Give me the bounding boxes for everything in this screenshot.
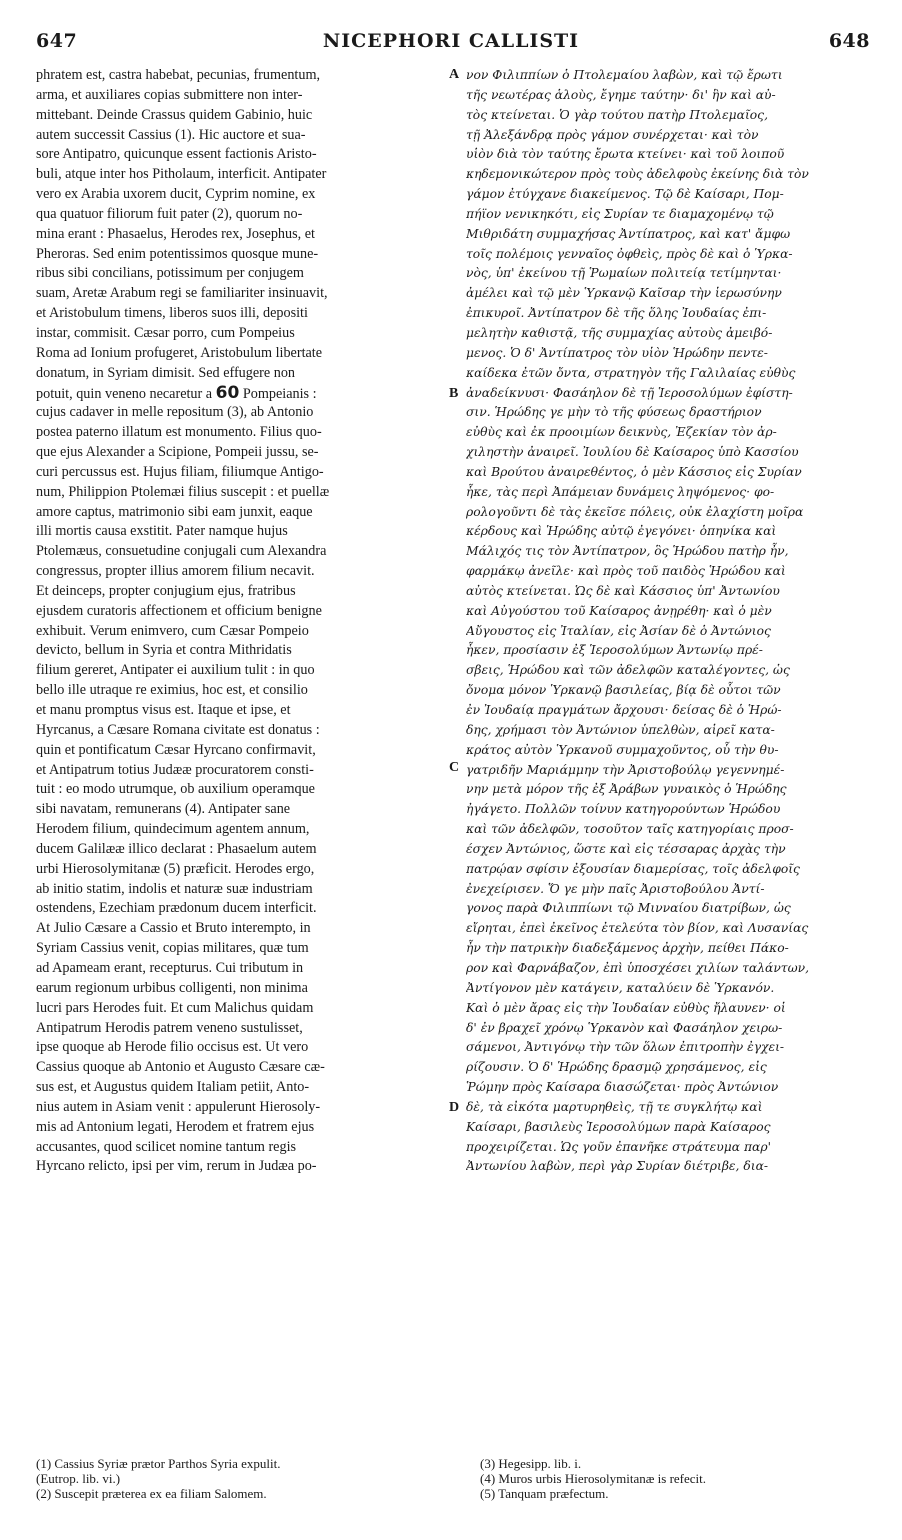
latin-line: postea paterno illatum est monumento. Filius quo-	[36, 424, 322, 441]
latin-line: lucri pars Herodes fuit. Et cum Malichus quidam	[36, 999, 314, 1016]
greek-line: Ἀντίγονον μὲν κατάγειν, καταλύειν δὲ Ὑρκανόν.	[466, 980, 775, 995]
footnotes-right	[480, 1456, 880, 1501]
greek-line: φαρμάκῳ ἀνεῖλε· καὶ πρὸς τοῦ παιδὸς Ἡρώδου καὶ	[466, 564, 786, 579]
greek-line: κηδεμονικώτερον πρὸς τοὺς ἀδελφοὺς ἐκείνης διὰ τὸν	[466, 167, 809, 182]
latin-line: mina erant : Phasaelus, Herodes rex, Josephus, et	[36, 225, 315, 242]
latin-line: filium gereret, Antipater ei auxilium tulit : in quo	[36, 662, 315, 679]
latin-line: et Aristobulum timens, liberos suos illi, depositi	[36, 305, 308, 322]
greek-line: σιν. Ἡρώδης γε μὴν τὸ τῆς φύσεως δραστήριον	[466, 405, 762, 420]
greek-line: πήϊον νενικηκότι, εἰς Συρίαν τε διαμαχομένῳ τῷ	[466, 206, 774, 221]
latin-line: buli, atque inter hos Pitholaum, interficit. Antipater	[36, 166, 327, 183]
latin-line: sore Antipatro, quicunque essent factionis Aristo-	[36, 146, 317, 163]
greek-line: ἧκεν, προσίασιν ἐξ Ἱεροσολύμων Ἀντωνίῳ πρέ-	[466, 643, 763, 658]
latin-line: ad Apameam erant, recepturus. Cui tributum in	[36, 959, 304, 976]
column-number: 60	[215, 383, 240, 403]
latin-line: mis ad Antonium legati, Herodem et fratrem ejus	[36, 1118, 315, 1135]
greek-line: ἦν τὴν πατρικὴν διαδεξάμενος ἀρχὴν, πείθει Πάκο-	[466, 941, 789, 956]
latin-line: accusantes, quod scilicet nomine tantum regis	[36, 1138, 297, 1155]
greek-line: καὶ Αὐγούστου τοῦ Καίσαρος ἀνῃρέθη· καὶ ὁ μὲν	[466, 603, 772, 618]
greek-line: ρολογοῦντι δὲ τὰς ἐκεῖσε πόλεις, οὐκ ἐλαχίστη μοῖρα	[466, 504, 804, 519]
latin-line: illi mortis causa exstitit. Pater namque hujus	[36, 523, 288, 540]
text-segment: potuit, quin veneno necaretur a	[36, 385, 213, 402]
greek-line: νὸς, ὑπ' ἐκείνου τῇ Ῥωμαίων πολιτείᾳ τετίμηνται·	[466, 266, 782, 281]
latin-line: At Julio Cæsare a Cassio et Bruto interempto, in	[36, 920, 311, 937]
latin-line: qua quatuor filiorum fuit pater (2), quorum no-	[36, 205, 303, 222]
latin-line: arma, et auxiliares copias submittere non inter-	[36, 86, 303, 103]
section-marker-d: D	[449, 1100, 460, 1115]
footnote: (2) Suscepit præterea ex ea filiam Salomem.	[36, 1486, 267, 1501]
latin-line: Hyrcano relicto, ipsi per vim, rerum in Judæa po-	[36, 1158, 317, 1175]
greek-line: ἠγάγετο. Πολλῶν τοίνυν κατηγορούντων Ἡρώδου	[466, 802, 781, 817]
greek-line: χιληστὴν ἀναιρεῖ. Ἰουλίου δὲ Καίσαρος ὑπὸ Κασσίου	[466, 445, 799, 460]
greek-line: σβεις, Ἡρώδου καὶ τῶν ἀδελφῶν καταλέγοντες, ὡς	[466, 663, 790, 678]
greek-line: γάμον ἐτύγχανε διακείμενος. Τῷ δὲ Καίσαρι, Πομ-	[466, 187, 784, 202]
latin-line: ostendens, Ezechiam prædonum ducem interficit.	[36, 900, 317, 917]
greek-line: τὸς κτείνεται. Ὁ γὰρ τούτου πατὴρ Πτολεμαῖος,	[466, 107, 768, 122]
greek-line: δ' ἐν βραχεῖ χρόνῳ Ὑρκανὸν καὶ Φασάηλον χειρω-	[466, 1020, 783, 1035]
greek-line: ἐν Ἰουδαίᾳ πραγμάτων ἄρχουσι· δείσας δὲ ὁ Ἡρώ-	[466, 703, 782, 717]
latin-line: Antipatrum Herodis patrem veneno sustulisset,	[36, 1019, 303, 1036]
greek-line: ρον καὶ Φαρνάβαζον, ἐπὶ ὑποσχέσει χιλίων ταλάντων,	[466, 960, 810, 975]
latin-line: num, Philippion Ptolemæi filius suscepit : et puellæ	[36, 483, 330, 500]
greek-line: τῆς νεωτέρας ἁλοὺς, ἔγημε ταύτην· δι' ἣν καὶ αὐ-	[466, 87, 776, 102]
greek-line: κέρδους καὶ Ἡρώδης αὐτῷ ἐγεγόνει· ὁπηνίκα καὶ	[466, 524, 777, 539]
latin-line: ribus sibi concilians, potissimum per conjugem	[36, 265, 304, 282]
running-title: NICEPHORI CALLISTI	[322, 30, 580, 52]
latin-line: Et deinceps, propter conjugium ejus, fratribus	[36, 582, 296, 599]
latin-line: phratem est, castra habebat, pecunias, frumentum,	[36, 67, 321, 83]
greek-line: μελητὴν καθιστᾷ, τῆς συμμαχίας αὐτοὺς ἀμειβό-	[466, 325, 773, 340]
latin-line: ipse quoque ab Herode filio occisus est. Ut vero	[36, 1039, 309, 1056]
latin-line: sus est, et Augustus quidem Italiam petiit, Anto-	[36, 1079, 310, 1096]
greek-line: ἐνεχείρισεν. Ὅ γε μὴν παῖς Ἀριστοβούλου Ἀντί-	[466, 881, 765, 896]
latin-line: Hyrcanus, a Cæsare Romana civitate est donatus :	[36, 721, 320, 738]
latin-line: ducem Galilææ illico declarat : Phasaelum autem	[36, 840, 317, 857]
greek-line: ρίζουσιν. Ὁ δ' Ἡρώδης δρασμῷ χρησάμενος, εἰς	[466, 1060, 767, 1075]
greek-line: καίδεκα ἐτῶν ὄντα, στρατηγὸν τῆς Γαλιλαίας εὐθὺς	[466, 365, 796, 380]
greek-line: καὶ Βρούτου ἀναιρεθέντος, ὁ μὲν Κάσσιος εἰς Συρίαν	[466, 464, 802, 479]
greek-line: μενος. Ὁ δ' Ἀντίπατρος τὸν υἱὸν Ἡρώδην πεντε-	[466, 345, 768, 360]
latin-line: donatum, in Syriam dimisit. Sed effugere non	[36, 364, 296, 381]
latin-line: bello ille utraque re eximius, hoc est, et consilio	[36, 682, 308, 699]
latin-line: autem successit Cassius (1). Hic auctore et sua-	[36, 126, 306, 143]
greek-line: καὶ τῶν ἀδελφῶν, τοσοῦτον ταῖς κατηγορίαις προσ-	[466, 822, 794, 837]
footnote: (1) Cassius Syriæ prætor Parthos Syria expulit.	[36, 1456, 281, 1471]
latin-column	[36, 66, 444, 1177]
greek-line: τοῖς πολέμοις γενναῖος ὀφθεὶς, πρὸς δὲ καὶ ὁ Ὑρκα-	[466, 246, 793, 261]
greek-line: ἧκε, τὰς περὶ Ἀπάμειαν δυνάμεις ληψόμενος· φο-	[466, 484, 775, 499]
greek-column	[466, 66, 870, 1177]
latin-line: et Antipatrum totius Judææ procuratorem consti-	[36, 761, 314, 778]
section-marker-c: C	[449, 760, 460, 775]
latin-line	[36, 384, 444, 404]
latin-line: mittebant. Deinde Crassus quidem Gabinio, huic	[36, 106, 313, 123]
latin-line: Syriam Cassius venit, copias militares, quæ tum	[36, 940, 309, 957]
greek-line: ἀμέλει καὶ τῷ μὲν Ὑρκανῷ Καῖσαρ τὴν ἱερωσύνην	[466, 286, 782, 301]
section-marker-b: B	[449, 386, 459, 401]
latin-line: instar, commisit. Cæsar porro, cum Pompeius	[36, 324, 295, 341]
latin-line: cujus cadaver in melle repositum (3), ab Antonio	[36, 404, 314, 421]
latin-line: Pheroras. Sed enim potentissimos quosque mune-	[36, 245, 319, 262]
greek-line: Ἀντωνίου λαβὼν, περὶ γὰρ Συρίαν διέτριβε, δια-	[466, 1159, 769, 1174]
greek-line: κράτος αὐτὸν Ὑρκανοῦ συμμαχοῦντος, οὗ τὴν θυ-	[466, 742, 779, 757]
latin-line: tuit : eo modo utrumque, ob auxilium operamque	[36, 781, 315, 798]
latin-line: curi percussus est. Hujus filiam, filiumque Antigo-	[36, 463, 324, 480]
latin-line: Herodem filium, quindecimum agentem annum,	[36, 821, 310, 838]
text-segment: Pompeianis :	[242, 385, 317, 402]
greek-line: Μάλιχός τις τὸν Ἀντίπατρον, ὃς Ἡρώδου πατὴρ ἦν,	[466, 544, 789, 559]
latin-line: congressus, propter illius amorem filium necavit.	[36, 563, 315, 580]
greek-line: δὲ, τὰ εἰκότα μαρτυρηθεὶς, τῇ τε συγκλήτῳ καὶ	[466, 1099, 763, 1114]
latin-line: vero ex Arabia uxorem ducit, Cyprim nomine, ex	[36, 186, 316, 203]
latin-line: earum regionum urbibus colligenti, non minima	[36, 979, 308, 996]
latin-line: nius autem in Asiam venit : appulerunt Hierosoly-	[36, 1098, 321, 1115]
greek-line: Μιθριδάτη συμμαχήσας Ἀντίπατρος, καὶ κατ' ἄμφω	[466, 226, 791, 241]
greek-line: νην μετὰ μόρον τῆς ἐξ Ἀράβων γυναικὸς ὁ Ἡρώδης	[466, 782, 787, 797]
greek-line: νον Φιλιππίων ὁ Πτολεμαίου λαβὼν, καὶ τῷ ἔρωτι	[466, 68, 783, 82]
greek-line: ὄνομα μόνον Ὑρκανῷ βασιλείας, βίᾳ δὲ οὗτοι τῶν	[466, 683, 781, 698]
latin-line: devicto, bellum in Syria et contra Mithridatis	[36, 642, 292, 659]
latin-line: amore captus, matrimonio sibi eam junxit, eaque	[36, 503, 313, 520]
greek-line: αὐτὸς κτείνεται. Ὡς δὲ καὶ Κάσσιος ὑπ' Ἀντωνίου	[466, 583, 780, 598]
footnote: (5) Tanquam præfectum.	[480, 1486, 609, 1501]
latin-line: ab initio statim, indolis et naturæ suæ industriam	[36, 880, 313, 897]
latin-line: exhibuit. Verum enimvero, cum Cæsar Pompeio	[36, 622, 309, 639]
latin-line: quin et pontificatum Cæsar Hyrcano confirmavit,	[36, 741, 316, 758]
greek-line: Ῥώμην πρὸς Καίσαρα διασώζεται· πρὸς Ἀντώνιον	[466, 1080, 779, 1095]
greek-line: γατριδῆν Μαριάμμην τὴν Ἀριστοβούλῳ γεγεννημέ-	[466, 762, 785, 777]
greek-line: πατρῴαν σφίσιν ἐξουσίαν διαμερίσας, τοῖς ἀδελφοῖς	[466, 861, 800, 876]
greek-line: Αὔγουστος εἰς Ἰταλίαν, εἰς Ἀσίαν δὲ ὁ Ἀντώνιος	[466, 623, 771, 638]
greek-line: Καίσαρι, βασιλεὺς Ἱεροσολύμων παρὰ Καίσαρος	[466, 1119, 771, 1134]
latin-line: Cassius quoque ab Antonio et Augusto Cæsare cæ-	[36, 1059, 325, 1076]
latin-line: que ejus Alexander a Scipione, Pompeii jussu, se-	[36, 444, 319, 461]
latin-line: suam, Aretæ Arabum regi se familiariter insinuavit,	[36, 285, 328, 302]
greek-line: εἴρηται, ἐπεὶ ἐκεῖνος ἐτελεύτα τὸν βίον, καὶ Λυσανίας	[466, 921, 809, 936]
footnote: (4) Muros urbis Hierosolymitanæ is refecit.	[480, 1471, 707, 1486]
greek-line: γονος παρὰ Φιλιππίωνι τῷ Μινναίου διατρίβων, ὡς	[466, 901, 791, 916]
greek-line: σάμενοι, Ἀντιγόνῳ τὴν τῶν ὅλων ἐπιτροπὴν ἐγχει-	[466, 1040, 785, 1055]
section-marker-a: A	[449, 67, 460, 82]
greek-line: τῇ Ἀλεξάνδρᾳ πρὸς γάμον συνέρχεται· καὶ τὸν	[466, 127, 759, 142]
footnote: (3) Hegesipp. lib. i.	[480, 1456, 582, 1471]
latin-line: Ptolemæus, consuetudine conjugali cum Alexandra	[36, 543, 327, 560]
greek-line: ἐπικυροῖ. Ἀντίπατρον δὲ τῆς ὅλης Ἰουδαίας ἐπι-	[466, 306, 767, 321]
page-number-right: 648	[828, 30, 870, 52]
greek-line: Καὶ ὁ μὲν ἄρας εἰς τὴν Ἰουδαίαν εὐθὺς ἤλαυνεν· οἱ	[466, 1000, 786, 1015]
footnote: (Eutrop. lib. vi.)	[36, 1471, 121, 1486]
latin-line: Roma ad Ionium profugeret, Aristobulum libertate	[36, 344, 323, 361]
greek-line: υἱὸν διὰ τὸν ταύτης ἔρωτα κτείνει· καὶ τοῦ λοιποῦ	[466, 147, 785, 162]
greek-line: ἀναδείκνυσι· Φασάηλον δὲ τῇ Ἱεροσολύμων ἐφίστη-	[466, 385, 793, 400]
greek-line: έσχεν Ἀντώνιος, ὥστε καὶ εἰς τέσσαρας ἀρχὰς τὴν	[466, 841, 786, 856]
footnotes-left	[36, 1456, 456, 1501]
latin-line: et manu promptus visus est. Itaque et ipse, et	[36, 702, 291, 718]
latin-line: urbi Hierosolymitanæ (5) præficit. Herodes ergo,	[36, 860, 315, 877]
latin-line: ejusdem curatoris affectionem et officium benigne	[36, 602, 322, 619]
greek-line: εὐθὺς καὶ ἐκ προοιμίων δεικνὺς, Ἐζεκίαν τὸν ἀρ-	[466, 425, 777, 440]
greek-line: δης, χρήμασι τὸν Ἀντώνιον ὑπελθὼν, αἱρεῖ κατα-	[466, 722, 775, 737]
greek-line: προχειρίζεται. Ὡς γοῦν ἐπανῆκε στράτευμα παρ'	[466, 1139, 771, 1154]
page-number-left: 647	[36, 30, 78, 52]
latin-line: sibi navatam, remunerans (4). Antipater sane	[36, 801, 291, 818]
